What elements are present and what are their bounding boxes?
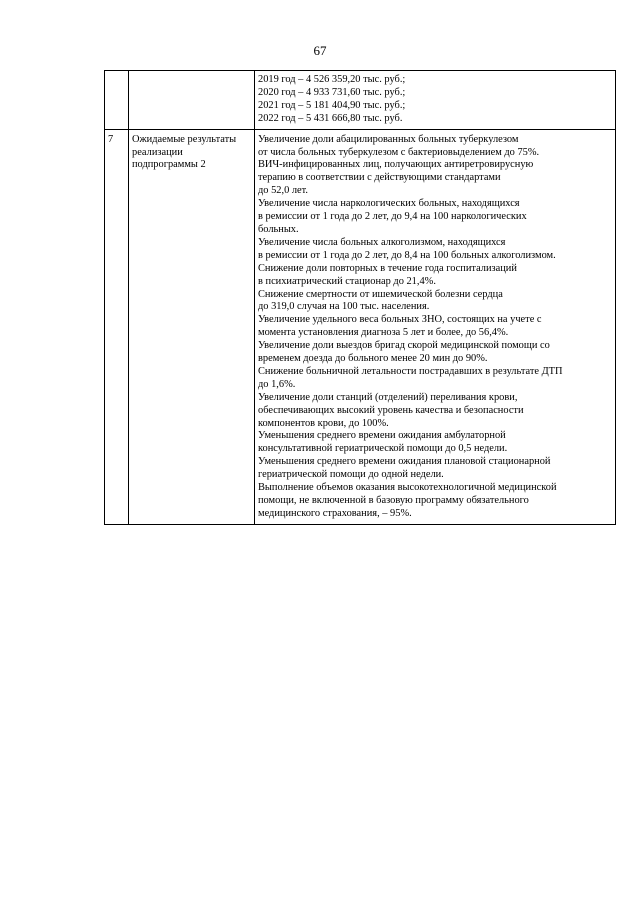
result-line: в ремиссии от 1 года до 2 лет, до 8,4 на 100 больных алкоголизмом. <box>258 249 556 261</box>
table-row-expected-results <box>105 129 616 524</box>
funding-by-year-cell <box>255 71 616 130</box>
result-line: Увеличение доли абацилированных больных туберкулезом <box>258 133 519 145</box>
result-line: от числа больных туберкулезом с бактериовыделением до 75%. <box>258 146 540 158</box>
row-name-line: Ожидаемые результаты <box>132 133 237 145</box>
result-line: терапию в соответствии с действующими стандартами <box>258 172 501 184</box>
result-line: Снижение доли повторных в течение года госпитализаций <box>258 262 517 274</box>
row-number-cell <box>105 71 129 130</box>
result-line: временем доезда до больного менее 20 мин до 90%. <box>258 353 488 365</box>
result-line: консультативной гериатрической помощи до 0,5 недели. <box>258 443 508 455</box>
result-line: в психиатрический стационар до 21,4%. <box>258 275 436 287</box>
result-line: медицинского страхования, – 95%. <box>258 507 412 519</box>
result-line: Снижение смертности от ишемической болезни сердца <box>258 288 503 300</box>
result-line: компонентов крови, до 100%. <box>258 417 389 429</box>
page-number: 67 <box>313 43 327 58</box>
funding-line-2022: 2022 год – 5 431 666,80 тыс. руб. <box>258 112 403 124</box>
result-line: Увеличение числа больных алкоголизмом, находящихся <box>258 236 506 248</box>
result-line: Снижение больничной летальности пострадавших в результате ДТП <box>258 365 563 377</box>
row-name-line: реализации <box>132 146 183 158</box>
result-line: момента установления диагноза 5 лет и более, до 56,4%. <box>258 327 509 339</box>
result-line: Увеличение числа наркологических больных, находящихся <box>258 198 520 210</box>
result-line: гериатрической помощи до одной недели. <box>258 469 444 481</box>
result-line: Выполнение объемов оказания высокотехнологичной медицинской <box>258 482 557 494</box>
funding-line-2019: 2019 год – 4 526 359,20 тыс. руб.; <box>258 74 406 85</box>
result-line: Уменьшения среднего времени ожидания плановой стационарной <box>258 456 551 468</box>
result-line: больных. <box>258 223 299 235</box>
result-line: обеспечивающих высокий уровень качества и безопасности <box>258 404 524 416</box>
result-line: Уменьшения среднего времени ожидания амбулаторной <box>258 430 506 442</box>
result-line: до 1,6%. <box>258 378 296 390</box>
program-table <box>104 70 616 525</box>
result-line: до 319,0 случая на 100 тыс. населения. <box>258 301 430 313</box>
funding-line-2020: 2020 год – 4 933 731,60 тыс. руб.; <box>258 86 406 98</box>
result-line: Увеличение доли станций (отделений) переливания крови, <box>258 391 518 403</box>
row-name-line: подпрограммы 2 <box>132 159 206 171</box>
result-line: Увеличение доли выездов бригад скорой медицинской помощи со <box>258 340 550 352</box>
row-number-cell: 7 <box>105 129 129 524</box>
expected-results-cell <box>255 129 616 524</box>
row-name-cell <box>129 129 255 524</box>
result-line: до 52,0 лет. <box>258 185 309 197</box>
row-name-cell <box>129 71 255 130</box>
result-line: Увеличение удельного веса больных ЗНО, состоящих на учете с <box>258 314 542 326</box>
result-line: в ремиссии от 1 года до 2 лет, до 9,4 на 100 наркологических <box>258 211 527 223</box>
table-row-funding <box>105 71 616 130</box>
result-line: ВИЧ-инфицированных лиц, получающих антиретровирусную <box>258 159 534 171</box>
result-line: помощи, не включенной в базовую программу обязательного <box>258 495 529 506</box>
funding-line-2021: 2021 год – 5 181 404,90 тыс. руб.; <box>258 99 406 111</box>
